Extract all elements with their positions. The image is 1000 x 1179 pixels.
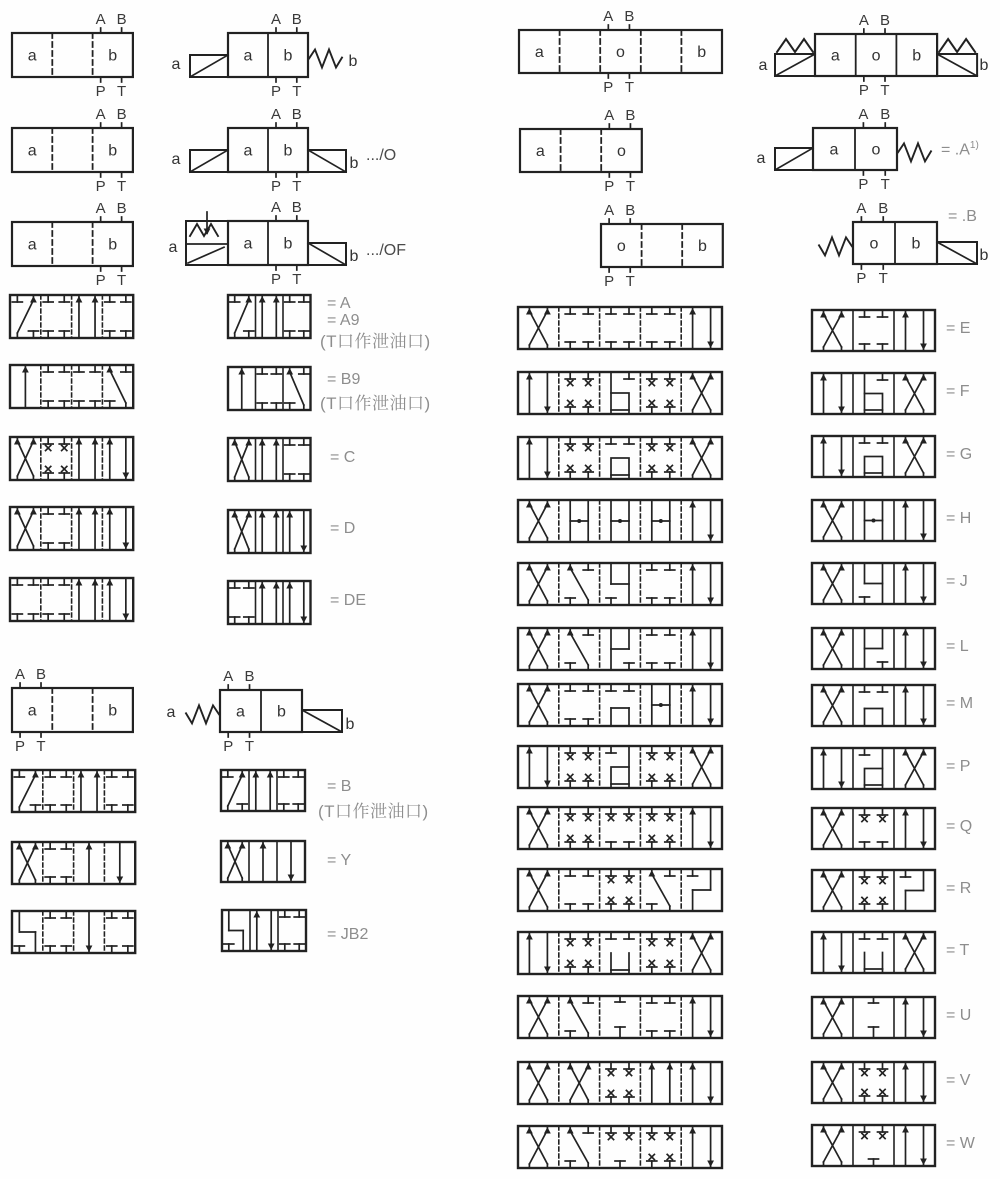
label-eq-j: = J — [946, 573, 968, 590]
env-detsol-aob — [759, 12, 989, 99]
svg-text:a: a — [236, 703, 245, 721]
svg-text:P: P — [856, 270, 867, 287]
svg-text:o: o — [616, 238, 626, 255]
svg-text:P: P — [15, 738, 26, 755]
svg-text:a: a — [758, 57, 768, 74]
spool-D — [228, 510, 311, 553]
svg-text:o: o — [871, 47, 881, 65]
svg-text:T: T — [117, 83, 127, 100]
svg-text:b: b — [979, 57, 989, 74]
spool-R-trans — [518, 869, 722, 911]
spool-H-trans — [518, 500, 722, 542]
svg-text:b: b — [283, 235, 293, 253]
svg-text:a: a — [829, 141, 839, 159]
svg-text:b: b — [108, 47, 118, 65]
svg-text:P: P — [223, 738, 234, 755]
spool-P-trans — [518, 746, 722, 788]
spool-F-trans — [518, 372, 722, 414]
svg-text:a: a — [534, 44, 544, 61]
spool-L-trans — [518, 628, 722, 670]
label-eq-a: = A — [327, 295, 351, 312]
label-eq-c: = C — [330, 449, 356, 466]
env-sol-spring — [172, 11, 358, 100]
spool-DE-trans — [10, 578, 133, 621]
svg-text:P: P — [270, 271, 282, 288]
label-eq-e: = E — [946, 320, 971, 337]
svg-text:B: B — [878, 200, 889, 217]
svg-text:P: P — [858, 176, 869, 193]
svg-text:b: b — [697, 44, 707, 61]
svg-text:P: P — [95, 272, 106, 289]
spool-B9-trans — [10, 365, 133, 408]
svg-text:A: A — [603, 8, 614, 25]
svg-text:b: b — [349, 155, 359, 172]
label-eq-a9: = A9 — [327, 312, 360, 329]
svg-text:T: T — [292, 83, 302, 100]
spool-E-trans — [518, 307, 722, 349]
spool-G-trans — [518, 437, 722, 479]
svg-text:a: a — [830, 47, 840, 65]
svg-text:T: T — [292, 178, 302, 195]
svg-text:T: T — [625, 178, 636, 195]
label-eq-u: = U — [946, 1007, 972, 1024]
env-3pos-aob — [519, 8, 722, 96]
svg-text:P: P — [604, 273, 615, 290]
svg-text:b: b — [283, 142, 293, 160]
svg-text:B: B — [291, 106, 302, 123]
label-eq-w: = W — [946, 1135, 975, 1152]
svg-text:b: b — [108, 702, 118, 720]
spool-P — [812, 748, 935, 789]
svg-text:T: T — [117, 272, 127, 289]
spool-Q — [812, 808, 935, 849]
svg-text:A: A — [856, 200, 867, 217]
svg-text:b: b — [283, 47, 293, 65]
svg-text:A: A — [270, 106, 282, 123]
spool-W — [812, 1125, 935, 1166]
svg-text:A: A — [604, 107, 615, 124]
label-eq-t: = T — [946, 942, 970, 959]
svg-text:b: b — [698, 238, 707, 255]
svg-text:B: B — [291, 199, 302, 216]
label-eq-dot-b: = .B — [948, 208, 977, 225]
spool-DE — [228, 581, 311, 624]
svg-text:T: T — [625, 273, 635, 290]
svg-text:T: T — [117, 178, 127, 195]
svg-text:P: P — [603, 79, 614, 96]
svg-text:T: T — [880, 82, 890, 99]
svg-text:T: T — [880, 176, 890, 193]
label-eq-v: = V — [946, 1072, 971, 1089]
spool-B9 — [228, 367, 311, 410]
svg-text:T: T — [624, 79, 635, 96]
svg-text:P: P — [95, 178, 106, 195]
svg-text:b: b — [277, 703, 286, 721]
svg-text:A: A — [95, 11, 106, 28]
svg-text:o: o — [616, 44, 625, 61]
env-2pos-ab-2 — [12, 106, 133, 195]
spool-E — [812, 310, 935, 351]
spool-A-trans — [10, 295, 133, 338]
svg-text:A: A — [95, 106, 106, 123]
svg-text:b: b — [345, 716, 355, 733]
svg-text:T: T — [292, 271, 302, 288]
label-eq-y: = Y — [327, 852, 352, 869]
svg-text:A: A — [15, 666, 26, 683]
svg-text:a: a — [27, 702, 37, 720]
svg-text:B: B — [116, 200, 127, 217]
label-eq-dot-a: = $.A^{1)}$ — [941, 140, 979, 159]
svg-text:T: T — [244, 738, 255, 755]
label-eq-jb2: = JB2 — [327, 926, 369, 943]
svg-text:a: a — [27, 142, 37, 160]
label-drain-note-2: (T口作泄油口) — [320, 394, 431, 413]
svg-text:B: B — [116, 106, 127, 123]
svg-text:B: B — [624, 8, 635, 25]
svg-text:B: B — [116, 11, 127, 28]
svg-text:a: a — [168, 239, 178, 256]
label-eq-m: = M — [946, 695, 974, 712]
spool-M — [812, 685, 935, 726]
label-suffix-o: .../O — [366, 147, 397, 164]
env-2pos-ao — [520, 107, 642, 195]
svg-text:o: o — [869, 235, 879, 253]
spool-U-trans — [518, 996, 722, 1038]
spool-L — [812, 628, 935, 669]
svg-text:B: B — [291, 11, 302, 28]
svg-text:b: b — [348, 53, 358, 70]
svg-text:P: P — [270, 83, 282, 100]
label-eq-de: = DE — [330, 592, 367, 609]
svg-text:T: T — [878, 270, 888, 287]
svg-text:P: P — [604, 178, 615, 195]
svg-text:a: a — [27, 236, 37, 254]
spool-D-trans — [10, 507, 133, 550]
svg-text:a: a — [243, 142, 253, 160]
label-eq-p: = P — [946, 758, 971, 775]
svg-text:b: b — [979, 247, 989, 264]
svg-text:A: A — [604, 202, 615, 219]
label-drain-note-3: (T口作泄油口) — [318, 802, 429, 821]
spool-T — [812, 932, 935, 973]
spool-J — [812, 563, 935, 604]
spool-C-trans — [10, 437, 133, 480]
svg-text:a: a — [171, 151, 181, 168]
spool-T-trans — [518, 932, 722, 974]
env-2pos-ab-3 — [12, 200, 133, 289]
svg-text:A: A — [858, 12, 869, 29]
spool-H — [812, 500, 935, 541]
svg-text:b: b — [912, 47, 922, 65]
spool-B-trans — [12, 770, 135, 812]
svg-text:a: a — [171, 56, 181, 73]
env-sol-sol-O — [172, 106, 359, 195]
label-eq-b9: = B9 — [327, 371, 361, 388]
svg-text:a: a — [243, 47, 253, 65]
label-eq-b: = B — [327, 778, 352, 795]
svg-text:B: B — [244, 668, 255, 685]
svg-text:b: b — [108, 236, 118, 254]
svg-text:a: a — [243, 235, 253, 253]
spool-R — [812, 870, 935, 911]
svg-text:B: B — [625, 202, 636, 219]
spool-F — [812, 373, 935, 414]
spool-C — [228, 438, 311, 481]
env-2pos-ob — [601, 202, 723, 290]
label-drain-note-1: (T口作泄油口) — [320, 332, 431, 351]
svg-text:A: A — [270, 11, 282, 28]
svg-text:A: A — [858, 106, 869, 123]
spool-J-trans — [518, 563, 722, 605]
spool-V-trans — [518, 1062, 722, 1104]
spool-A — [228, 295, 311, 338]
spool-U — [812, 997, 935, 1038]
label-eq-f: = F — [946, 383, 970, 400]
label-eq-l: = L — [946, 638, 969, 655]
env-2pos-ab-1 — [12, 11, 133, 100]
svg-text:P: P — [858, 82, 869, 99]
spool-JB2 — [222, 910, 306, 951]
svg-text:b: b — [911, 235, 921, 253]
svg-text:a: a — [756, 150, 766, 167]
svg-text:A: A — [270, 199, 282, 216]
label-eq-q: = Q — [946, 818, 973, 835]
spool-Y — [221, 841, 305, 882]
svg-text:A: A — [95, 200, 106, 217]
svg-text:B: B — [36, 666, 47, 683]
svg-text:b: b — [108, 142, 118, 160]
label-eq-d: = D — [330, 520, 356, 537]
env-2pos-ab-low — [12, 666, 133, 755]
spool-Y-trans — [12, 842, 135, 884]
label-suffix-of: .../OF — [366, 242, 406, 259]
env-soldet-sol-OF — [169, 199, 359, 288]
label-eq-r: = R — [946, 880, 972, 897]
svg-text:B: B — [625, 107, 636, 124]
svg-text:T: T — [36, 738, 46, 755]
svg-text:A: A — [223, 668, 234, 685]
spool-V — [812, 1062, 935, 1103]
label-eq-h: = H — [946, 510, 972, 527]
svg-text:a: a — [535, 143, 545, 160]
label-eq-g: = G — [946, 446, 973, 463]
svg-text:B: B — [879, 12, 891, 29]
spool-B — [221, 770, 305, 811]
svg-text:b: b — [349, 248, 359, 265]
env-spring-sol-low — [167, 668, 355, 755]
spool-JB2-trans — [12, 911, 135, 953]
env-dotA — [757, 106, 931, 193]
spool-M-trans — [518, 684, 722, 726]
spool-G — [812, 436, 935, 477]
svg-text:a: a — [27, 47, 37, 65]
svg-text:a: a — [166, 704, 176, 721]
svg-text:o: o — [617, 143, 626, 160]
spool-Q-trans — [518, 807, 722, 849]
spool-W-trans — [518, 1126, 722, 1168]
svg-text:o: o — [871, 141, 881, 159]
svg-text:P: P — [270, 178, 282, 195]
svg-text:B: B — [880, 106, 891, 123]
svg-text:P: P — [95, 83, 106, 100]
